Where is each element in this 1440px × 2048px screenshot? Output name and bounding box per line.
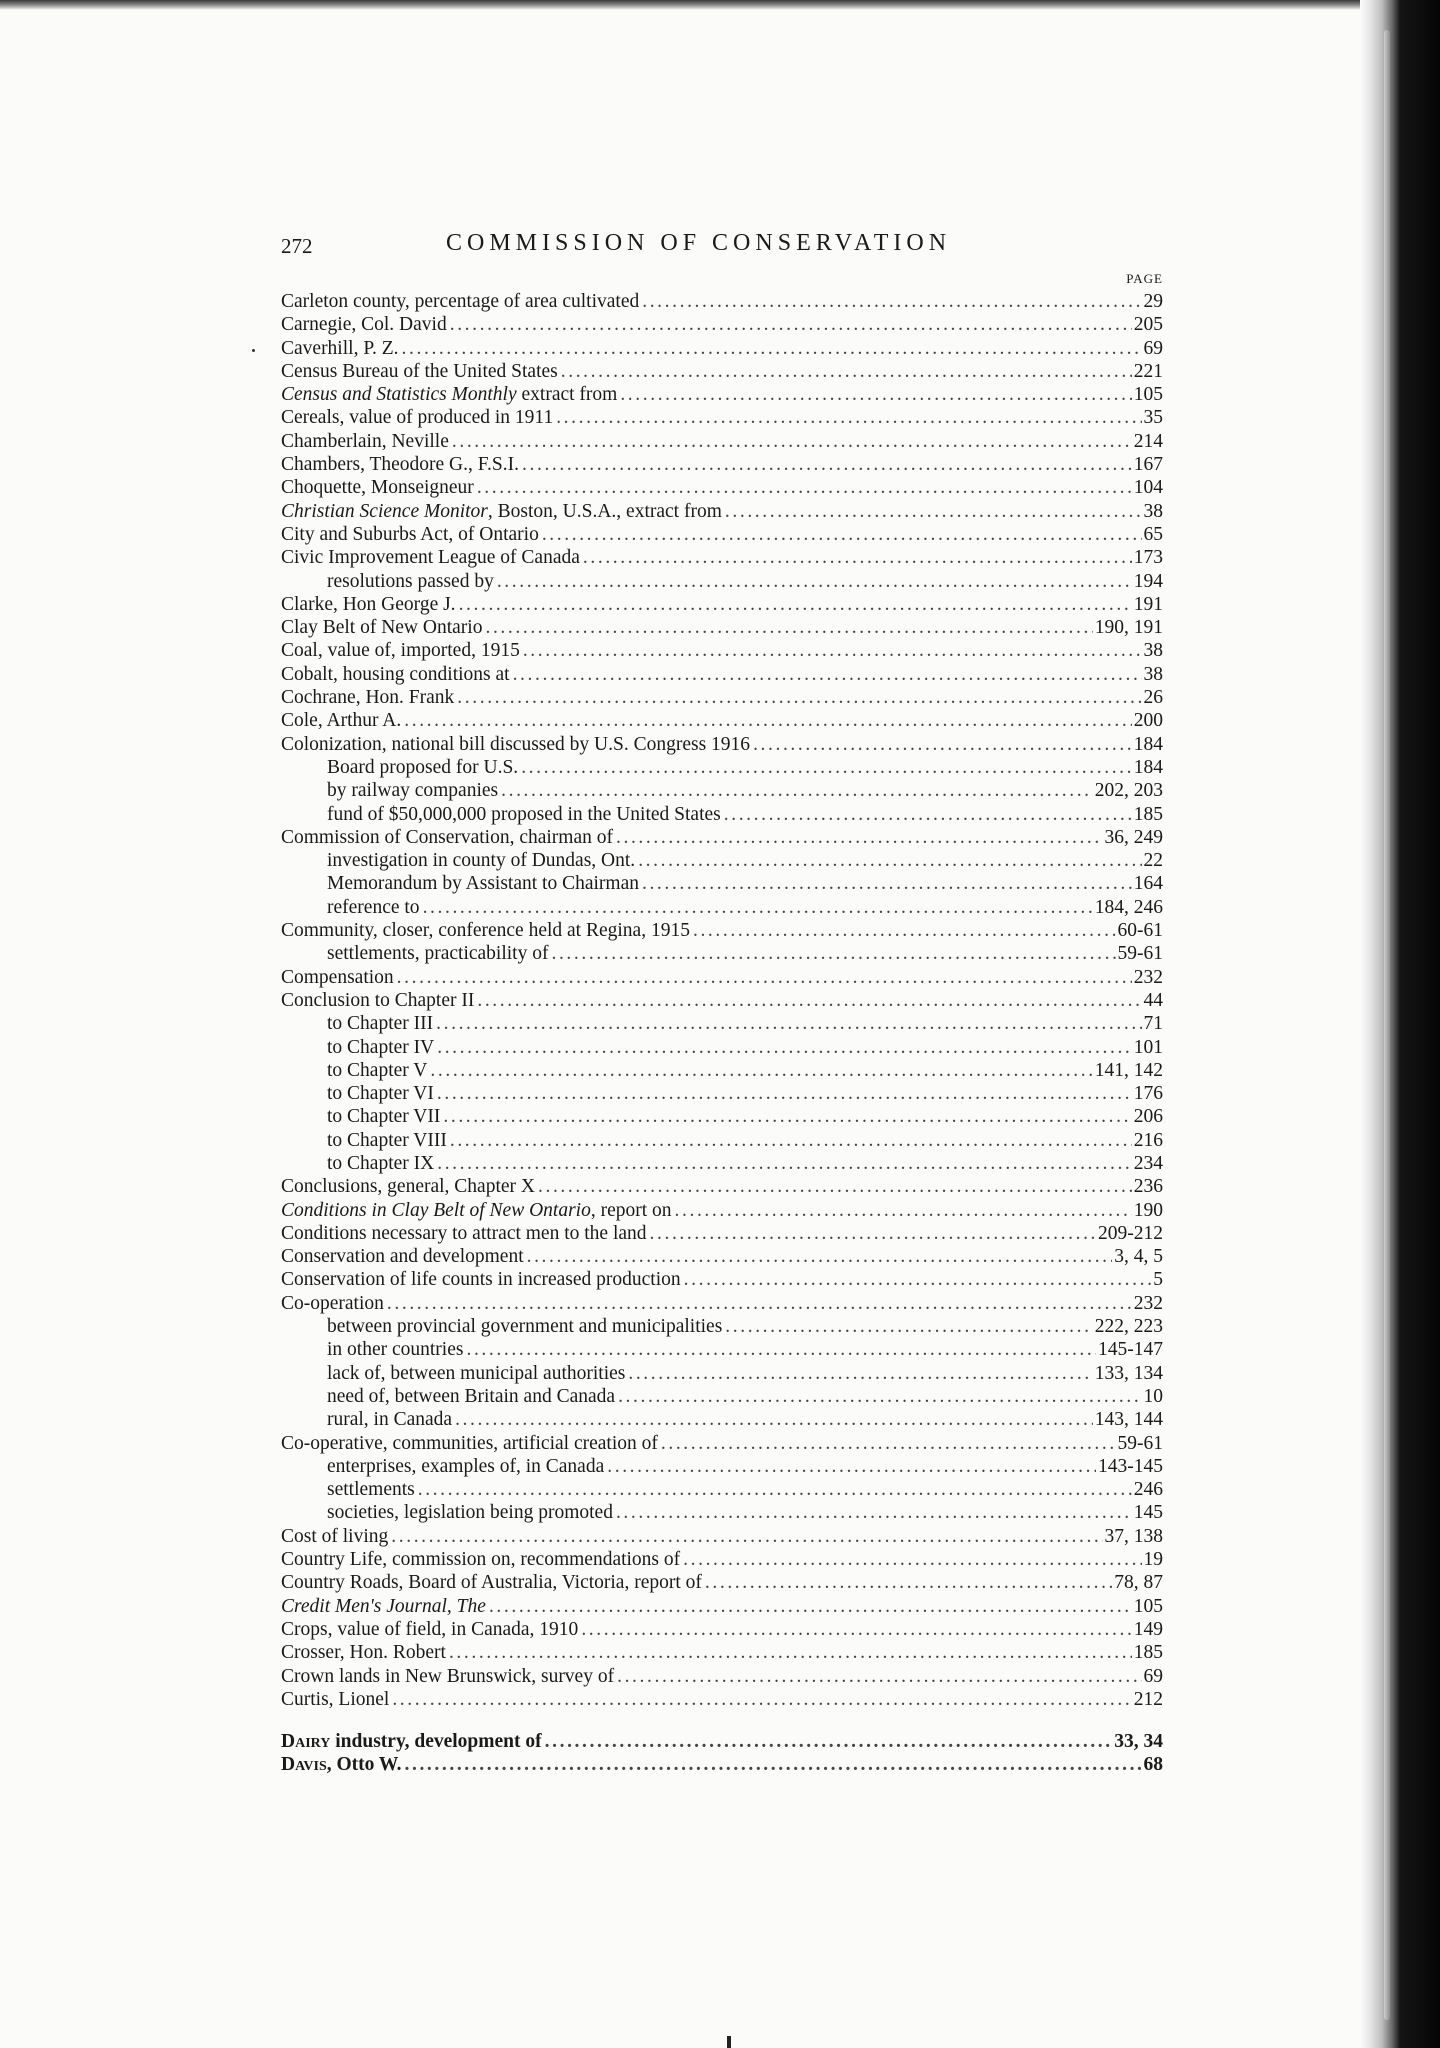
entry-label: Conditions necessary to attract men to the land bbox=[281, 1222, 647, 1244]
dot-leader bbox=[705, 1571, 1112, 1594]
page-reference: 214 bbox=[1133, 430, 1163, 452]
entry-label: by railway companies bbox=[327, 780, 499, 802]
entry-label: Conservation and development bbox=[281, 1246, 524, 1268]
page-reference: 71 bbox=[1143, 1013, 1163, 1035]
page-reference: 209-212 bbox=[1098, 1222, 1163, 1244]
dot-leader bbox=[459, 593, 1132, 616]
entry-label-rest: extract from bbox=[516, 384, 618, 406]
index-subentry bbox=[281, 803, 1163, 826]
page-top-shadow bbox=[0, 0, 1440, 10]
index-entries bbox=[281, 290, 1163, 1777]
entry-label: Conclusions, general, Chapter X bbox=[281, 1176, 535, 1198]
entry-label: Cobalt, housing conditions at bbox=[281, 663, 510, 685]
entry-label: Conclusion to Chapter II bbox=[281, 989, 475, 1011]
entry-label bbox=[281, 1199, 672, 1222]
dot-leader bbox=[542, 523, 1142, 546]
page-reference: 3, 4, 5 bbox=[1114, 1246, 1163, 1268]
dot-leader bbox=[642, 872, 1132, 895]
page-reference: 68 bbox=[1143, 1754, 1163, 1776]
index-entry bbox=[281, 989, 1163, 1012]
entry-label: Chamberlain, Neville bbox=[281, 430, 449, 452]
page-number: 272 bbox=[281, 234, 313, 258]
entry-label: Cereals, value of produced in 1911 bbox=[281, 407, 554, 429]
entry-label: Choquette, Monseigneur bbox=[281, 477, 474, 499]
index-subentry bbox=[281, 1455, 1163, 1478]
entry-title-italic: Conditions in Clay Belt of New Ontario bbox=[281, 1199, 591, 1221]
entry-label bbox=[281, 1595, 486, 1618]
dot-leader bbox=[583, 546, 1132, 569]
page-reference: 5 bbox=[1153, 1269, 1163, 1291]
entry-label: Civic Improvement League of Canada bbox=[281, 547, 580, 569]
index-entry bbox=[281, 1268, 1163, 1291]
dot-leader bbox=[418, 1478, 1132, 1501]
entry-label: Conservation of life counts in increased production bbox=[281, 1269, 681, 1291]
dot-leader bbox=[497, 570, 1132, 593]
index-entry bbox=[281, 1222, 1163, 1245]
page-reference: 149 bbox=[1133, 1618, 1163, 1640]
dot-leader bbox=[561, 360, 1132, 383]
page-reference: 176 bbox=[1133, 1083, 1163, 1105]
dot-leader bbox=[693, 919, 1116, 942]
page-reference: 133, 134 bbox=[1094, 1362, 1163, 1384]
entry-label: Colonization, national bill discussed by U.S. Congress 1916 bbox=[281, 733, 751, 755]
index-subentry bbox=[281, 756, 1163, 779]
entry-label: Compensation bbox=[281, 966, 394, 988]
dot-leader bbox=[617, 1665, 1141, 1688]
dot-leader bbox=[527, 1245, 1113, 1268]
dot-leader bbox=[725, 1315, 1092, 1338]
entry-label: rural, in Canada bbox=[327, 1409, 453, 1431]
index-subentry bbox=[281, 1362, 1163, 1385]
entry-label-rest: industry, development of bbox=[330, 1731, 542, 1753]
index-entry bbox=[281, 1618, 1163, 1641]
entry-label: between provincial government and municipalities bbox=[327, 1316, 723, 1338]
index-entry bbox=[281, 1292, 1163, 1315]
dot-leader bbox=[436, 1012, 1141, 1035]
dot-leader bbox=[489, 1595, 1132, 1618]
page-reference: 78, 87 bbox=[1114, 1572, 1163, 1594]
page-reference: 212 bbox=[1133, 1688, 1163, 1710]
index-entry bbox=[281, 1199, 1163, 1222]
index-entry bbox=[281, 1595, 1163, 1618]
entry-label: Carleton county, percentage of area cultivated bbox=[281, 291, 640, 312]
entry-label: Crown lands in New Brunswick, survey of bbox=[281, 1665, 615, 1687]
page-reference: 59-61 bbox=[1117, 943, 1163, 965]
entry-title-italic: Census and Statistics Monthly bbox=[281, 384, 517, 406]
page-reference: 206 bbox=[1133, 1106, 1163, 1128]
index-subentry bbox=[281, 872, 1163, 895]
dot-leader bbox=[513, 663, 1142, 686]
entry-label: Curtis, Lionel bbox=[281, 1688, 390, 1710]
page-reference: 200 bbox=[1133, 710, 1163, 732]
entry-label-rest: , Otto W. bbox=[326, 1754, 402, 1776]
entry-label: enterprises, examples of, in Canada bbox=[327, 1455, 605, 1477]
page-reference: 33, 34 bbox=[1114, 1731, 1163, 1753]
index-subentry bbox=[281, 1338, 1163, 1361]
page-reference: 38 bbox=[1143, 640, 1163, 662]
page-reference: 69 bbox=[1143, 1665, 1163, 1687]
running-head bbox=[281, 230, 1163, 266]
entry-label bbox=[281, 383, 617, 406]
dot-leader bbox=[684, 1268, 1152, 1291]
index-subentry bbox=[281, 1129, 1163, 1152]
page-reference: 185 bbox=[1133, 803, 1163, 825]
page-reference: 104 bbox=[1133, 477, 1163, 499]
dot-leader bbox=[616, 1501, 1132, 1524]
dot-leader bbox=[391, 1525, 1102, 1548]
index-entry bbox=[281, 826, 1163, 849]
page-reference: 65 bbox=[1143, 523, 1163, 545]
page-column-label: PAGE bbox=[1126, 271, 1163, 286]
page-reference: 36, 249 bbox=[1104, 826, 1163, 848]
index-entry bbox=[281, 383, 1163, 406]
page-reference: 38 bbox=[1143, 500, 1163, 522]
page-reference: 232 bbox=[1133, 966, 1163, 988]
index-subentry bbox=[281, 1408, 1163, 1431]
dot-leader bbox=[449, 1641, 1132, 1664]
dot-leader bbox=[618, 1385, 1141, 1408]
dot-leader bbox=[452, 430, 1132, 453]
index-entry bbox=[281, 966, 1163, 989]
entry-title-italic: Credit Men's Journal, The bbox=[281, 1595, 486, 1617]
entry-label: to Chapter III bbox=[327, 1013, 434, 1035]
index-entry bbox=[281, 1641, 1163, 1664]
page-reference: 143, 144 bbox=[1094, 1409, 1163, 1431]
page-reference: 29 bbox=[1143, 291, 1163, 312]
spine-edge bbox=[1384, 30, 1390, 2020]
entry-label: reference to bbox=[327, 896, 420, 918]
dot-leader bbox=[556, 406, 1141, 429]
entry-label: Coal, value of, imported, 1915 bbox=[281, 640, 520, 662]
dot-leader bbox=[477, 989, 1141, 1012]
index-subentry bbox=[281, 1012, 1163, 1035]
index-subentry bbox=[281, 1501, 1163, 1524]
entry-label: resolutions passed by bbox=[327, 570, 494, 592]
entry-label-rest: , report on bbox=[590, 1199, 672, 1221]
entry-label: Clay Belt of New Ontario bbox=[281, 617, 483, 639]
entry-label: to Chapter VI bbox=[327, 1083, 434, 1105]
index-entry bbox=[281, 686, 1163, 709]
page-reference: 246 bbox=[1133, 1479, 1163, 1501]
dot-leader bbox=[437, 1036, 1132, 1059]
dot-leader bbox=[538, 1175, 1132, 1198]
page-reference: 202, 203 bbox=[1094, 780, 1163, 802]
index-entry bbox=[281, 523, 1163, 546]
dot-leader bbox=[522, 453, 1132, 476]
entry-label: fund of $50,000,000 proposed in the United States bbox=[327, 803, 721, 825]
entry-label: Country Roads, Board of Australia, Victoria, report of bbox=[281, 1572, 702, 1594]
index-subentry bbox=[281, 1105, 1163, 1128]
dot-leader bbox=[683, 1548, 1141, 1571]
dot-leader bbox=[430, 1059, 1092, 1082]
dot-leader bbox=[450, 1129, 1132, 1152]
page-reference: 141, 142 bbox=[1094, 1059, 1163, 1081]
dot-leader bbox=[628, 1362, 1092, 1385]
entry-label: Clarke, Hon George J. bbox=[281, 593, 456, 615]
entry-label: lack of, between municipal authorities bbox=[327, 1362, 626, 1384]
index-entry bbox=[281, 546, 1163, 569]
index-subentry bbox=[281, 1082, 1163, 1105]
dot-leader bbox=[402, 337, 1142, 360]
index-entry bbox=[281, 733, 1163, 756]
index-subentry bbox=[281, 570, 1163, 593]
entry-label: investigation in county of Dundas, Ont. bbox=[327, 850, 636, 872]
entry-label: Carnegie, Col. David bbox=[281, 314, 447, 336]
page-reference: 59-61 bbox=[1117, 1432, 1163, 1454]
entry-title-italic: Christian Science Monitor bbox=[281, 500, 488, 522]
index-subentry bbox=[281, 1059, 1163, 1082]
dot-leader bbox=[675, 1199, 1132, 1222]
dot-leader bbox=[620, 383, 1131, 406]
dot-leader bbox=[457, 686, 1141, 709]
page-reference: 143-145 bbox=[1098, 1455, 1163, 1477]
index-subentry bbox=[281, 1152, 1163, 1175]
page-reference: 221 bbox=[1133, 360, 1163, 382]
entry-label: Community, closer, conference held at Regina, 1915 bbox=[281, 920, 690, 942]
page-reference: 184 bbox=[1133, 733, 1163, 755]
dot-leader bbox=[404, 709, 1132, 732]
index-entry bbox=[281, 919, 1163, 942]
entry-label: Board proposed for U.S. bbox=[327, 756, 519, 778]
dot-leader bbox=[521, 756, 1132, 779]
entry-label: Caverhill, P. Z. bbox=[281, 337, 399, 359]
page-reference: 19 bbox=[1143, 1549, 1163, 1571]
page-reference: 185 bbox=[1133, 1642, 1163, 1664]
index-subentry bbox=[281, 896, 1163, 919]
page-reference: 184, 246 bbox=[1094, 896, 1163, 918]
entry-label: Country Life, commission on, recommendations of bbox=[281, 1549, 681, 1571]
dot-leader bbox=[501, 779, 1093, 802]
index-entry bbox=[281, 500, 1163, 523]
index-entry bbox=[281, 406, 1163, 429]
page-reference: 101 bbox=[1133, 1036, 1163, 1058]
index-entry bbox=[281, 616, 1163, 639]
scan-speck bbox=[252, 349, 255, 352]
index-subentry bbox=[281, 1315, 1163, 1338]
index-entry bbox=[281, 1730, 1163, 1753]
page-reference: 205 bbox=[1133, 314, 1163, 336]
entry-label-smallcaps: Dairy bbox=[281, 1731, 331, 1753]
entry-label: Chambers, Theodore G., F.S.I. bbox=[281, 454, 520, 476]
dot-leader bbox=[397, 966, 1132, 989]
book-spine bbox=[1360, 0, 1440, 2048]
dot-leader bbox=[581, 1618, 1131, 1641]
index-entry bbox=[281, 290, 1163, 313]
page-reference: 164 bbox=[1133, 873, 1163, 895]
entry-label: Commission of Conservation, chairman of bbox=[281, 826, 613, 848]
page-reference: 35 bbox=[1143, 407, 1163, 429]
entry-label-smallcaps: Davis bbox=[281, 1754, 327, 1776]
entry-label: to Chapter VII bbox=[327, 1106, 441, 1128]
index-page bbox=[281, 230, 1163, 1777]
page-reference: 60-61 bbox=[1117, 920, 1163, 942]
index-entry bbox=[281, 313, 1163, 336]
entry-label: Crops, value of field, in Canada, 1910 bbox=[281, 1618, 579, 1640]
entry-label: settlements bbox=[327, 1479, 415, 1501]
entry-label: Memorandum by Assistant to Chairman bbox=[327, 873, 639, 895]
page-reference: 44 bbox=[1143, 989, 1163, 1011]
index-subentry bbox=[281, 849, 1163, 872]
dot-leader bbox=[607, 1455, 1096, 1478]
dot-leader bbox=[616, 826, 1103, 849]
dot-leader bbox=[455, 1408, 1093, 1431]
page-reference: 69 bbox=[1143, 337, 1163, 359]
entry-label: Co-operation bbox=[281, 1292, 384, 1314]
dot-leader bbox=[753, 733, 1132, 756]
index-subentry bbox=[281, 942, 1163, 965]
dot-leader bbox=[387, 1292, 1132, 1315]
index-entry bbox=[281, 1175, 1163, 1198]
entry-label: to Chapter V bbox=[327, 1059, 428, 1081]
dot-leader bbox=[650, 1222, 1096, 1245]
index-entry bbox=[281, 1665, 1163, 1688]
index-subentry bbox=[281, 779, 1163, 802]
dot-leader bbox=[638, 849, 1141, 872]
index-entry bbox=[281, 639, 1163, 662]
page-reference: 10 bbox=[1143, 1385, 1163, 1407]
index-subentry bbox=[281, 1478, 1163, 1501]
dot-leader bbox=[443, 1105, 1131, 1128]
index-entry bbox=[281, 1525, 1163, 1548]
entry-label: Cochrane, Hon. Frank bbox=[281, 687, 455, 709]
index-subentry bbox=[281, 1036, 1163, 1059]
index-entry bbox=[281, 1688, 1163, 1711]
index-entry bbox=[281, 1432, 1163, 1455]
dot-leader bbox=[450, 313, 1132, 336]
index-entry bbox=[281, 593, 1163, 616]
page-reference: 236 bbox=[1133, 1176, 1163, 1198]
page-reference: 38 bbox=[1143, 663, 1163, 685]
entry-label: in other countries bbox=[327, 1339, 464, 1361]
entry-label: City and Suburbs Act, of Ontario bbox=[281, 523, 539, 545]
dot-leader bbox=[642, 290, 1141, 313]
page-reference: 145-147 bbox=[1098, 1339, 1163, 1361]
entry-label: settlements, practicability of bbox=[327, 943, 549, 965]
page-reference: 145 bbox=[1133, 1502, 1163, 1524]
page-reference: 26 bbox=[1143, 687, 1163, 709]
dot-leader bbox=[485, 616, 1092, 639]
page-reference: 105 bbox=[1133, 384, 1163, 406]
page-reference: 105 bbox=[1133, 1595, 1163, 1617]
dot-leader bbox=[466, 1338, 1096, 1361]
dot-leader bbox=[545, 1730, 1113, 1753]
index-entry bbox=[281, 1245, 1163, 1268]
entry-label bbox=[281, 1730, 542, 1753]
dot-leader bbox=[437, 1082, 1132, 1105]
entry-label: Co-operative, communities, artificial creation of bbox=[281, 1432, 658, 1454]
index-entry bbox=[281, 337, 1163, 360]
dot-leader bbox=[477, 476, 1132, 499]
page-reference: 190 bbox=[1133, 1199, 1163, 1221]
dot-leader bbox=[423, 896, 1093, 919]
index-entry bbox=[281, 1571, 1163, 1594]
page-reference: 184 bbox=[1133, 756, 1163, 778]
dot-leader bbox=[405, 1753, 1142, 1776]
dot-leader bbox=[437, 1152, 1132, 1175]
index-entry bbox=[281, 663, 1163, 686]
entry-label: need of, between Britain and Canada bbox=[327, 1385, 616, 1407]
page-reference: 216 bbox=[1133, 1129, 1163, 1151]
page-reference: 37, 138 bbox=[1104, 1525, 1163, 1547]
index-entry bbox=[281, 709, 1163, 732]
page-reference: 22 bbox=[1143, 850, 1163, 872]
scan-mark bbox=[727, 2036, 731, 2048]
page-reference: 167 bbox=[1133, 454, 1163, 476]
index-subentry bbox=[281, 1385, 1163, 1408]
entry-label bbox=[281, 500, 722, 523]
page-reference: 234 bbox=[1133, 1152, 1163, 1174]
entry-label: to Chapter IX bbox=[327, 1152, 435, 1174]
entry-label: societies, legislation being promoted bbox=[327, 1502, 613, 1524]
entry-label bbox=[281, 1753, 402, 1776]
page-reference: 173 bbox=[1133, 547, 1163, 569]
entry-label: Cost of living bbox=[281, 1525, 389, 1547]
running-title: COMMISSION OF CONSERVATION bbox=[446, 230, 952, 256]
page-reference: 194 bbox=[1133, 570, 1163, 592]
page-reference: 222, 223 bbox=[1094, 1316, 1163, 1338]
entry-label: Crosser, Hon. Robert bbox=[281, 1642, 446, 1664]
page-reference: 191 bbox=[1133, 593, 1163, 615]
entry-label: Cole, Arthur A. bbox=[281, 710, 402, 732]
index-entry bbox=[281, 453, 1163, 476]
index-entry bbox=[281, 476, 1163, 499]
entry-label-rest: , Boston, U.S.A., extract from bbox=[487, 500, 722, 522]
page-reference: 232 bbox=[1133, 1292, 1163, 1314]
dot-leader bbox=[392, 1688, 1131, 1711]
index-entry bbox=[281, 360, 1163, 383]
index-entry bbox=[281, 1753, 1163, 1776]
entry-label: Census Bureau of the United States bbox=[281, 360, 558, 382]
index-entry bbox=[281, 430, 1163, 453]
dot-leader bbox=[661, 1432, 1116, 1455]
dot-leader bbox=[724, 803, 1132, 826]
page-reference: 190, 191 bbox=[1094, 617, 1163, 639]
entry-label: to Chapter IV bbox=[327, 1036, 435, 1058]
index-entry bbox=[281, 1548, 1163, 1571]
dot-leader bbox=[551, 942, 1115, 965]
dot-leader bbox=[523, 639, 1142, 662]
entry-label: to Chapter VIII bbox=[327, 1129, 447, 1151]
dot-leader bbox=[725, 500, 1142, 523]
